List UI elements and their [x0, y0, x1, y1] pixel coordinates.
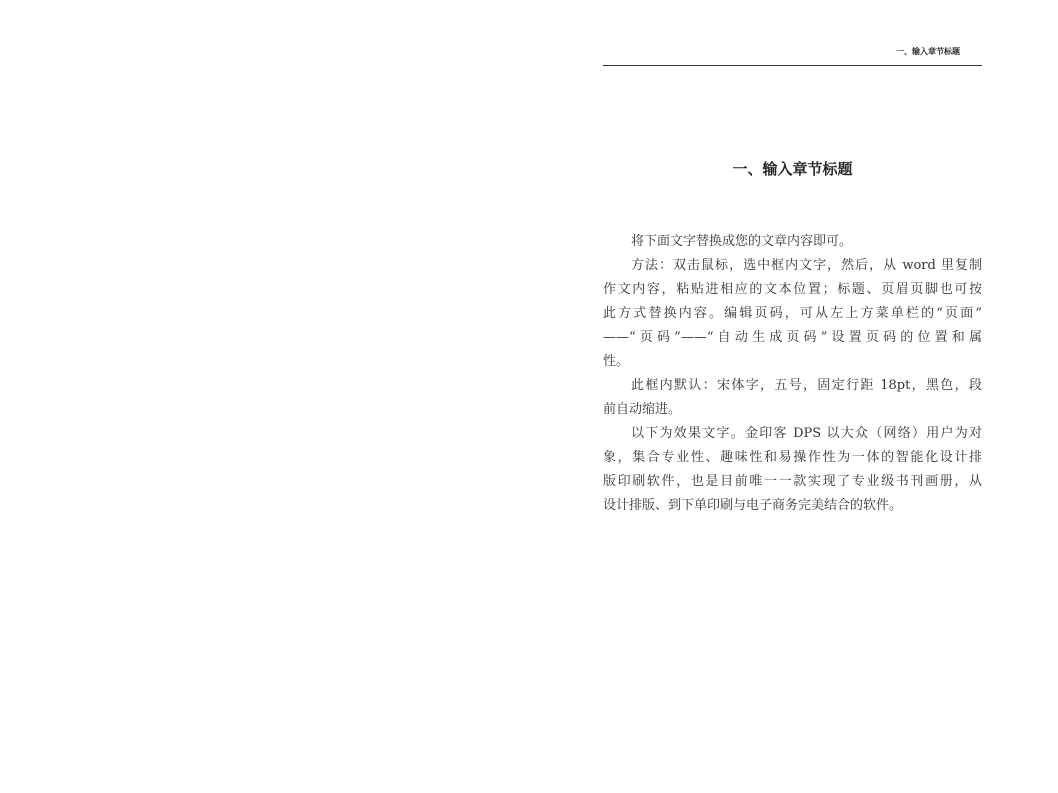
header-rule: [603, 65, 982, 66]
paragraph: [603, 374, 982, 422]
chapter-title: 一、输入章节标题: [732, 160, 853, 178]
text-line: 作文内容，粘贴进相应的文本位置；标题、页眉页脚也可按: [603, 282, 982, 297]
text-line: 方法：双击鼠标，选中框内文字，然后，从 word 里复制: [631, 258, 982, 273]
text-line: 以下为效果文字。金印客 DPS 以大众（网络）用户为对: [631, 426, 982, 441]
text-line: 设计排版、到下单印刷与电子商务完美结合的软件。: [603, 498, 903, 513]
text-line: 前自动缩进。: [603, 402, 682, 417]
text-line: 版印刷软件，也是目前唯一一款实现了专业级书刊画册，从: [603, 474, 982, 489]
text-line: 此框内默认：宋体字，五号，固定行距 18pt，黑色，段: [631, 378, 982, 393]
paragraph: [603, 422, 982, 518]
paragraph: [603, 230, 982, 254]
text-line: 将下面文字替换成您的文章内容即可。: [631, 234, 853, 249]
text-line: 此方式替换内容。编辑页码，可从左上方菜单栏的“页面”: [603, 306, 982, 321]
text-line: 性。: [603, 354, 630, 369]
body-text: [603, 230, 982, 518]
running-header: 一、输入章节标题: [896, 47, 960, 56]
text-line: 象，集合专业性、趣味性和易操作性为一体的智能化设计排: [603, 450, 982, 465]
paragraph: [603, 254, 982, 374]
text-line: ——“页码”——“自动生成页码”设置页码的位置和属: [603, 330, 982, 345]
